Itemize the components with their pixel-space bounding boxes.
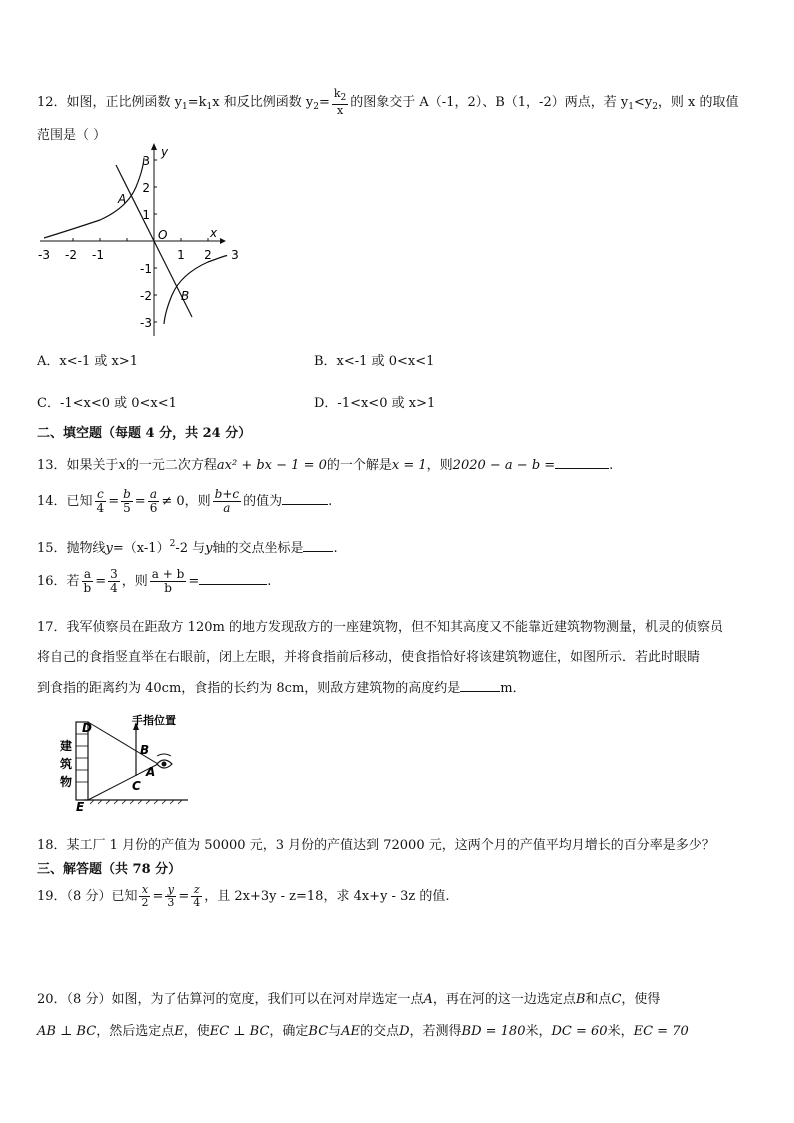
q14: 14．已知 $\frac{c}{4}$ = $\frac{b}{5}$ = $\frac{a}{6}$ ≠ 0，则 $\frac{b+c}{a}$ 的值为 . (37, 487, 333, 515)
q16: 16．若 $\frac{a}{b}$ = $\frac{3}{4}$ ，则 $\frac{a + b}{b}$ = . (37, 567, 272, 595)
q14-frac-b5: $\frac{b}{5}$ (123, 487, 131, 515)
q12-option-c: C．-1<x<0 或 0<x<1 (37, 396, 177, 411)
svg-text:2: 2 (204, 248, 212, 262)
q17-line1: 17．我军侦察员在距敌方 120m 的地方发现敌方的一座建筑物，但不知其高度又不能靠近建筑物物测量，机灵的侦察员 (37, 620, 723, 635)
q12-option-b: B．x<-1 或 0<x<1 (314, 354, 435, 369)
q20-line1: 20．（8 分）如图，为了估算河的宽度，我们可以在河对岸选定一点A，再在河的这一边选定点B和点C，使得 (37, 992, 661, 1007)
q15: 15．抛物线$y=(x-1)^2-2$ 与y轴的交点坐标是 . (37, 539, 338, 556)
q16-frac-34: $\frac{3}{4}$ (110, 567, 118, 595)
q12-line1: 12．如图，正比例函数 $y_1=k_1x$ 和反比例函数 $y_2=$ $\frac{k_2}{x}$ 的图象交于 A（-1，2）、B（1，-2）两点，若 $y_1<y_2$，则 x 的取值 (37, 87, 739, 117)
q20-line2: AB ⊥ BC，然后选定点E，使EC ⊥ BC，确定BC与AE的交点D，若测得BD = 180米，DC = 60米，EC = 70 (37, 1024, 689, 1039)
svg-text:-3: -3 (38, 248, 50, 262)
svg-text:2: 2 (142, 181, 150, 195)
svg-text:物: 物 (60, 775, 73, 789)
q14-frac-result: $\frac{b+c}{a}$ (214, 487, 240, 515)
svg-text:x: x (210, 226, 218, 240)
q15-answer-blank[interactable] (303, 539, 333, 552)
svg-text:-1: -1 (92, 248, 104, 262)
section-3-heading: 三、解答题（共 78 分） (37, 862, 182, 877)
q17-diagram (54, 712, 214, 812)
q14-frac-c4: $\frac{c}{4}$ (96, 487, 105, 515)
svg-text:A: A (146, 765, 156, 779)
hyperbola-branch-right (164, 256, 227, 324)
svg-text:-2: -2 (140, 289, 152, 303)
q16-frac-result: $\frac{a + b}{b}$ (151, 567, 185, 595)
svg-text:3: 3 (142, 154, 150, 168)
q17-answer-blank[interactable] (460, 679, 500, 692)
svg-text:筑: 筑 (60, 757, 73, 771)
svg-text:1: 1 (142, 208, 150, 222)
svg-text:3: 3 (231, 248, 239, 262)
svg-text:手指位置: 手指位置 (132, 714, 176, 727)
svg-text:B: B (181, 289, 190, 303)
svg-text:D: D (82, 721, 92, 735)
q13: 13．如果关于x的一元二次方程ax² + bx − 1 = 0的一个解是x = 1，则2020 − a − b = . (37, 458, 614, 473)
q12-fraction: $\frac{k_2}{x}$ (333, 87, 347, 117)
svg-text:建: 建 (60, 739, 73, 753)
svg-text:O: O (158, 228, 168, 242)
hyperbola-branch-left (44, 158, 144, 238)
q12-line2: 范围是（ ） (37, 128, 107, 143)
q14-answer-blank[interactable] (282, 492, 328, 505)
svg-text:y: y (161, 145, 169, 159)
svg-text:A: A (118, 192, 127, 206)
svg-text:-2: -2 (65, 248, 77, 262)
svg-text:1: 1 (177, 248, 185, 262)
q16-answer-blank[interactable] (199, 572, 267, 585)
svg-text:-1: -1 (140, 262, 152, 276)
q12-option-a: A．x<-1 或 x>1 (37, 354, 139, 369)
svg-text:-3: -3 (140, 316, 152, 330)
q19: 19．（8 分）已知 $\frac{x}{2}$ = $\frac{y}{3}$ = $\frac{z}{4}$ ，且 2x+3y - z=18，求 4x+y - 3z 的值. (37, 883, 450, 909)
section-2-heading: 二、填空题（每题 4 分，共 24 分） (37, 426, 252, 441)
svg-text:E: E (76, 800, 85, 814)
q13-answer-blank[interactable] (555, 456, 609, 469)
q18: 18．某工厂 1 月份的产值为 50000 元，3 月份的产值达到 72000 元，这两个月的产值平均月增长的百分率是多少？ (37, 838, 715, 853)
q14-frac-a6: $\frac{a}{6}$ (149, 487, 158, 515)
q16-frac-ab: $\frac{a}{b}$ (83, 567, 92, 595)
svg-text:C: C (132, 779, 141, 793)
svg-text:B: B (140, 743, 150, 757)
q17-line2: 将自己的食指竖直举在右眼前，闭上左眼，并将食指前后移动，使食指恰好将该建筑物遮住，如图所示．若此时眼睛 (37, 650, 701, 665)
q12-function-graph (30, 140, 239, 340)
q17-line3: 到食指的距离约为 40cm，食指的长约为 8cm，则敌方建筑物的高度约是 m． (37, 681, 526, 696)
q12-option-d: D．-1<x<0 或 x>1 (314, 396, 436, 411)
